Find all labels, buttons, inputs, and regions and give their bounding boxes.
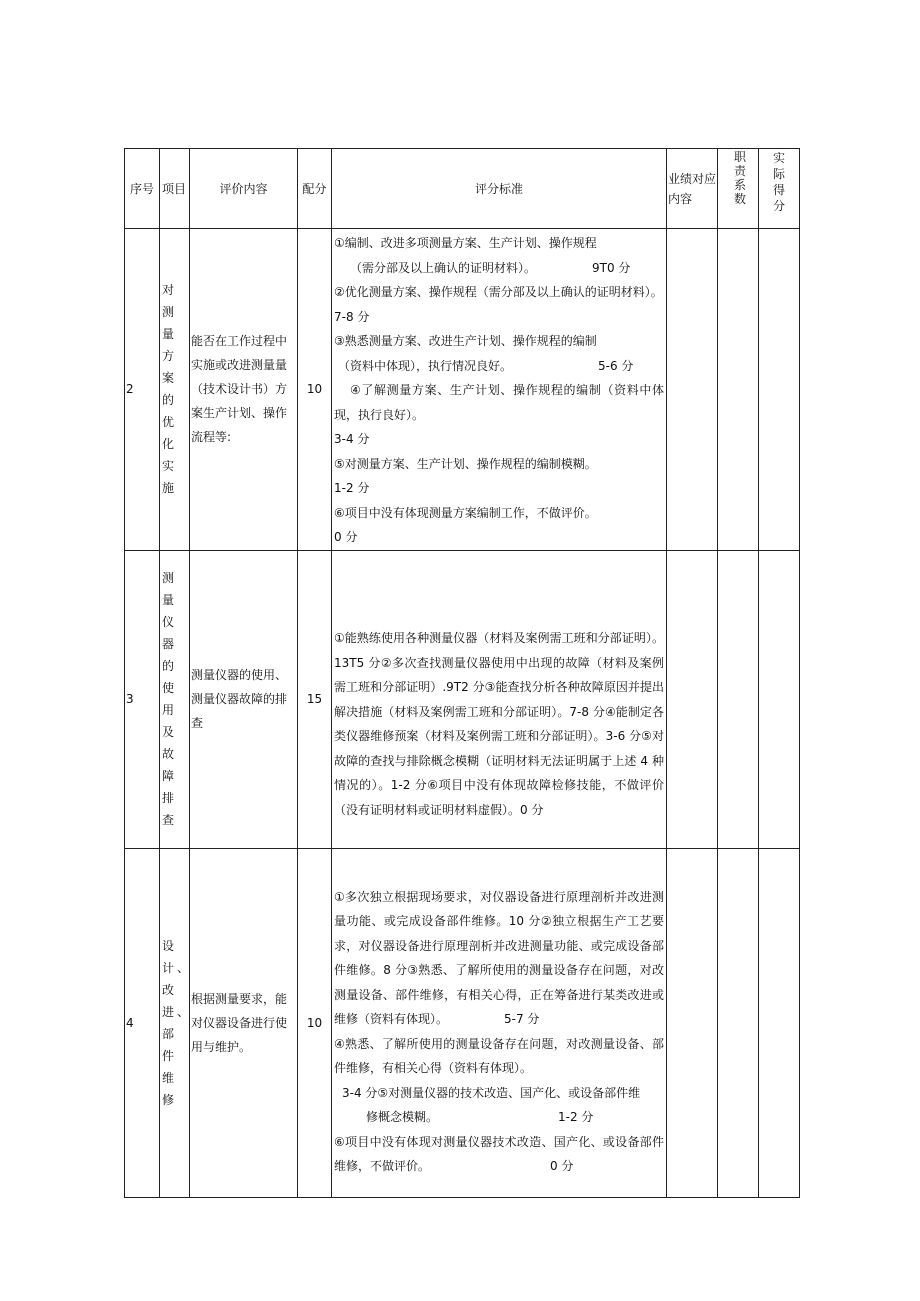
std-line: （需分部及以上确认的证明材料）。 9T0 分 [350, 260, 631, 275]
std-line: ①多次独立根据现场要求，对仪器设备进行原理剖析并改进测量功能、或完成设备部件维修。10 分②独立根据生产工艺要求，对仪器设备进行原理剖析并改进测量功能、或完成设备部件维修。8 分③熟悉、了解所使用的测量设备存在问题，对改测量设备、部件维修，有相关心得，正在筹备进行某类改进或维修（资料有体现）。 5-7 分 [334, 889, 664, 1026]
row-achievement [667, 229, 718, 551]
row-duty [718, 848, 759, 1197]
table-row [125, 229, 800, 551]
row-achievement [667, 848, 718, 1197]
header-content: 评价内容 [190, 149, 298, 229]
row-content: 测量仪器的使用、测量仪器故障的排查 [190, 550, 298, 848]
row-actual [759, 848, 800, 1197]
row-actual [759, 229, 800, 551]
header-actual: 实际得分 [759, 149, 800, 229]
row-duty [718, 229, 759, 551]
std-line: ⑥项目中没有体现对测量仪器技术改造、国产化、或设备部件维修，不做评价。 0 分 [334, 1134, 664, 1173]
table-row [125, 550, 800, 848]
row-achievement [667, 550, 718, 848]
std-line: ③熟悉测量方案、改进生产计划、操作规程的编制 [334, 334, 597, 348]
std-line: 3-4 分 [334, 432, 370, 446]
row-actual [759, 550, 800, 848]
row-score: 15 [298, 550, 332, 848]
table-row [125, 848, 800, 1197]
row-score: 10 [298, 229, 332, 551]
std-line: ①编制、改进多项测量方案、生产计划、操作规程 [334, 236, 597, 250]
row-item: 设计、改进、部件维修 [160, 848, 190, 1197]
std-line: 0 分 [334, 530, 358, 544]
std-line: 1-2 分 [334, 481, 370, 495]
std-line: （资料中体现），执行情况良好。 5-6 分 [338, 358, 634, 373]
row-item: 测量仪器的使用及故障排查 [160, 550, 190, 848]
header-no: 序号 [125, 149, 160, 229]
std-line: 3-4 分⑤对测量仪器的技术改造、国产化、或设备部件维 [342, 1085, 641, 1100]
header-score: 配分 [298, 149, 332, 229]
std-text: ①能熟练使用各种测量仪器（材料及案例需工班和分部证明）。13T5 分②多次查找测量仪器使用中出现的故障（材料及案例需工班和分部证明）.9T2 分③能查找分析各种故障原因并提出解决措施（材料及案例需工班和分部证明）。7-8 分④能制定各类仪器维修预案（材料及案例需工班和分部证明）。3-6 分⑤对故障的查找与排除概念模糊（证明材料无法证明属于上述 4 种情况的）。1-2 分⑥项目中没有体现故障检修技能，不做评价（没有证明材料或证明材料虚假）。0 分 [334, 631, 664, 817]
row-content: 能否在工作过程中实施或改进测量量（技术设计书）方案生产计划、操作流程等: [190, 229, 298, 551]
std-line: 7-8 分 [334, 309, 370, 324]
std-line: ⑤对测量方案、生产计划、操作规程的编制模糊。 [334, 456, 597, 471]
std-line: ②优化测量方案、操作规程（需分部及以上确认的证明材料）。 [334, 285, 663, 299]
row-standard [332, 848, 667, 1197]
row-no: 4 [125, 848, 160, 1197]
row-item: 对测量方案的优化实施 [160, 229, 190, 551]
row-duty [718, 550, 759, 848]
row-content: 根据测量要求，能对仪器设备进行使用与维护。 [190, 848, 298, 1197]
header-duty: 职责系数 [718, 149, 759, 229]
header-achievement: 业绩对应内容 [667, 149, 718, 229]
std-line: ④熟悉、了解所使用的测量设备存在问题，对改测量设备、部件维修，有相关心得（资料有体现）。 [334, 1036, 664, 1075]
row-no: 3 [125, 550, 160, 848]
row-standard [332, 550, 667, 848]
header-row [125, 149, 800, 229]
evaluation-table [124, 148, 800, 1198]
header-item: 项目 [160, 149, 190, 229]
row-standard [332, 229, 667, 551]
std-line: ④了解测量方案、生产计划、操作规程的编制（资料中体现，执行良好）。 [334, 383, 664, 422]
header-standard: 评分标准 [332, 149, 667, 229]
row-score: 10 [298, 848, 332, 1197]
std-line: ⑥项目中没有体现测量方案编制工作，不做评价。 [334, 505, 597, 520]
row-no: 2 [125, 229, 160, 551]
std-line: 修概念模糊。 1-2 分 [366, 1110, 594, 1124]
